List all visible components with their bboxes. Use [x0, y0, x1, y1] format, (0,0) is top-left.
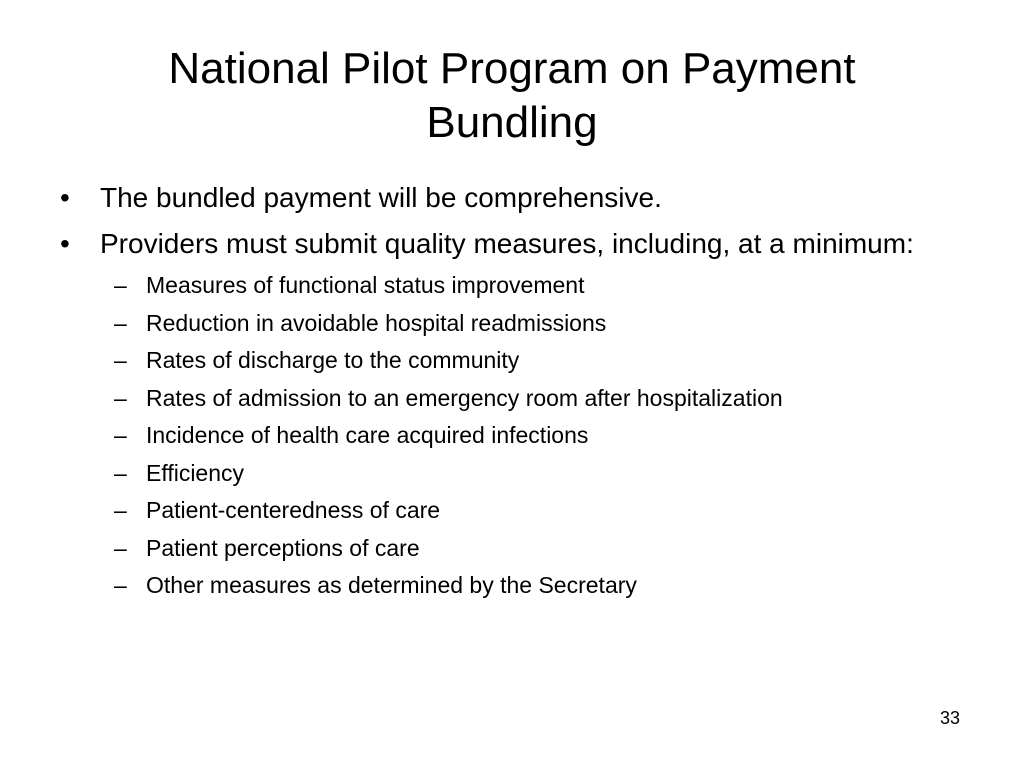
dash-bullet-icon: –: [114, 572, 127, 598]
sub-bullet-text: Patient-centeredness of care: [146, 497, 441, 523]
sub-bullet-item: [58, 495, 958, 525]
dash-bullet-icon: –: [114, 459, 127, 486]
sub-bullet-text: Efficiency: [146, 459, 245, 486]
sub-bullet-item: [58, 308, 958, 338]
slide-body: [58, 180, 958, 608]
sub-bullet-item: [58, 383, 958, 413]
bullet-item: [58, 226, 958, 262]
sub-bullet-item: [58, 570, 958, 600]
sub-bullet-text: Reduction in avoidable hospital readmissions: [146, 309, 607, 336]
bullet-text: The bundled payment will be comprehensive.: [100, 182, 662, 213]
bullet-dot-icon: •: [60, 182, 70, 213]
sub-bullet-item: [58, 458, 958, 488]
dash-bullet-icon: –: [114, 309, 127, 336]
page-number: 33: [939, 708, 960, 728]
sub-bullet-text: Measures of functional status improvement: [146, 272, 585, 298]
dash-bullet-icon: –: [114, 497, 127, 523]
dash-bullet-icon: –: [114, 347, 127, 373]
dash-bullet-icon: –: [114, 422, 127, 448]
sub-bullet-item: [58, 345, 958, 375]
sub-bullet-item: [58, 533, 958, 563]
dash-bullet-icon: –: [114, 384, 127, 411]
slide-title: National Pilot Program on Payment Bundling: [168, 44, 856, 147]
bullet-dot-icon: •: [60, 228, 70, 259]
sub-bullet-text: Other measures as determined by the Secretary: [146, 572, 637, 598]
sub-bullet-text: Rates of admission to an emergency room after hospitalization: [146, 384, 783, 411]
bullet-item: [58, 180, 958, 216]
sub-bullet-text: Patient perceptions of care: [146, 534, 420, 561]
bullet-text: Providers must submit quality measures, including, at a minimum:: [100, 228, 914, 259]
dash-bullet-icon: –: [114, 534, 127, 561]
quality-measures-list: [58, 270, 958, 600]
dash-bullet-icon: –: [114, 272, 127, 298]
sub-bullet-text: Incidence of health care acquired infections: [146, 422, 589, 448]
sub-bullet-item: [58, 270, 958, 300]
sub-bullet-text: Rates of discharge to the community: [146, 347, 520, 373]
sub-bullet-item: [58, 420, 958, 450]
